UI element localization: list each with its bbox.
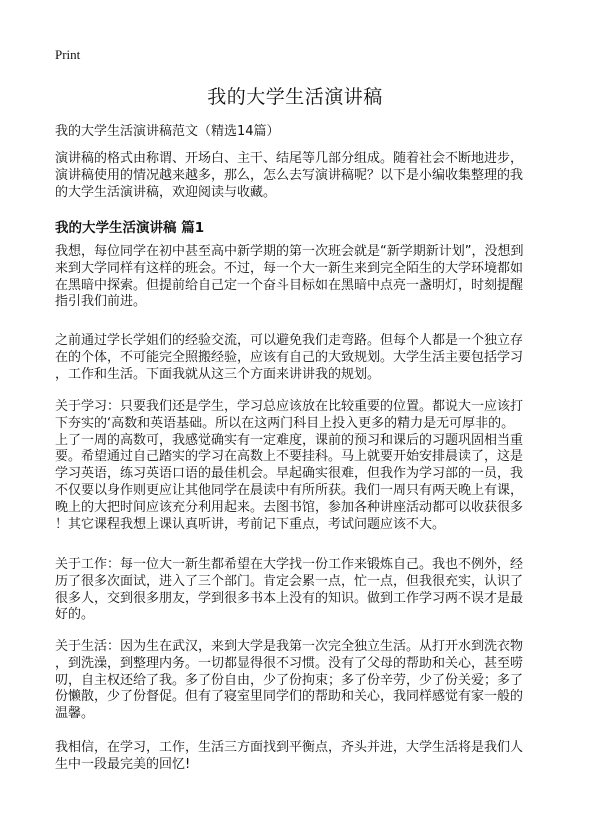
text-line: 演讲稿使用的情况越来越多，那么，怎么去写演讲稿呢？以下是小编收集整理的我 <box>55 167 524 183</box>
text-line: 我相信，在学习，工作，生活三方面找到平衡点，齐头并进，大学生活将是我们人 <box>55 740 524 755</box>
text-line: 晚上的大把时间应该充分利用起来。去图书馆，参加各种讲座活动都可以收获很多 <box>55 499 524 515</box>
text-line: 上了一周的高数可，我感觉确实有一定难度，课前的预习和课后的习题巩固相当重 <box>55 432 524 448</box>
text-line: 在黑暗中探索。但提前给自己定一个奋斗目标如在黑暗中点亮一盏明灯，时刻提醒 <box>55 277 524 293</box>
text-line: ！其它课程我想上课认真听讲，考前记下重点，考试问题应该不大。 <box>55 516 446 532</box>
text-line: 指引我们前进。 <box>55 294 147 310</box>
text-line: 演讲稿的格式由称谓、开场白、主干、结尾等几部分组成。随着社会不断地进步， <box>55 151 524 166</box>
paragraph-life <box>55 639 523 723</box>
text-line: 关于生活：因为生在武汉，来到大学是我第一次完全独立生活。从打开水到洗衣物 <box>55 639 524 654</box>
text-line: 之前通过学长学姐们的经验交流，可以避免我们走弯路。但每个人都是一个独立存 <box>55 333 524 348</box>
text-line: 要。希望通过自己踏实的学习在高数上不要挂科。马上就要开始安排晨读了，这是 <box>55 449 524 465</box>
section-heading: 我的大学生活演讲稿 篇1 <box>55 220 205 236</box>
text-line: 关于工作：每一位大一新生都希望在大学找一份工作来锻炼自己。我也不例外，经 <box>55 557 524 572</box>
document-subtitle: 我的大学生活演讲稿范文（精选14篇） <box>55 124 280 139</box>
text-line: ，工作和生活。下面我就从这三个方面来讲讲我的规划。 <box>55 366 381 382</box>
text-line: 学习英语，练习英语口语的最佳机会。早起确实很难，但我作为学习部的一员，我 <box>55 466 524 482</box>
paragraph-conclusion <box>55 740 523 774</box>
text-line: ，到洗澡，到整理内务。一切都显得很不习惯。没有了父母的帮助和关心，甚至唠 <box>55 655 524 671</box>
document-title: 我的大学生活演讲稿 <box>207 86 383 108</box>
text-line: 好的。 <box>55 607 95 623</box>
paragraph-1 <box>55 244 523 311</box>
text-line: 下夯实的‘高数和英语基础。所以在这两门科目上投入更多的精力是无可厚非的。 <box>55 415 515 431</box>
text-line: 历了很多次面试，进入了三个部门。肯定会累一点，忙一点，但我很充实，认识了 <box>55 573 524 589</box>
text-line: 份懒散，少了份督促。但有了寝室里同学们的帮助和关心，我同样感觉有家一般的 <box>55 689 524 705</box>
text-line: 不仅要以身作则更应让其他同学在晨读中有所所获。我们一周只有两天晚上有课， <box>55 482 524 498</box>
text-line: 叨，自主权还给了我。多了份自由，少了份拘束；多了份辛劳，少了份关爱；多了 <box>55 672 524 688</box>
text-line: 来到大学同样有这样的班会。不过，每一个大一新生来到完全陌生的大学环境都如 <box>55 260 524 276</box>
paragraph-work <box>55 557 523 624</box>
text-line: 关于学习：只要我们还是学生，学习总应该放在比较重要的位置。都说大一应该打 <box>55 399 524 414</box>
paragraph-2 <box>55 333 523 383</box>
paragraph-study <box>55 399 523 533</box>
text-line: 的大学生活演讲稿，欢迎阅读与收藏。 <box>55 184 277 200</box>
intro-paragraph <box>55 151 523 201</box>
text-line: 很多人，交到很多朋友，学到很多书本上没有的知识。做到工作学习两不误才是最 <box>55 590 524 606</box>
text-line: 我想，每位同学在初中甚至高中新学期的第一次班会就是“新学期新计划”，没想到 <box>55 244 524 259</box>
text-line: 生中一段最完美的回忆! <box>55 756 191 772</box>
print-link[interactable]: Print <box>55 47 81 62</box>
text-line: 温馨。 <box>55 706 95 722</box>
text-line: 在的个体，不可能完全照搬经验，应该有自己的大致规划。大学生活主要包括学习 <box>55 349 524 365</box>
